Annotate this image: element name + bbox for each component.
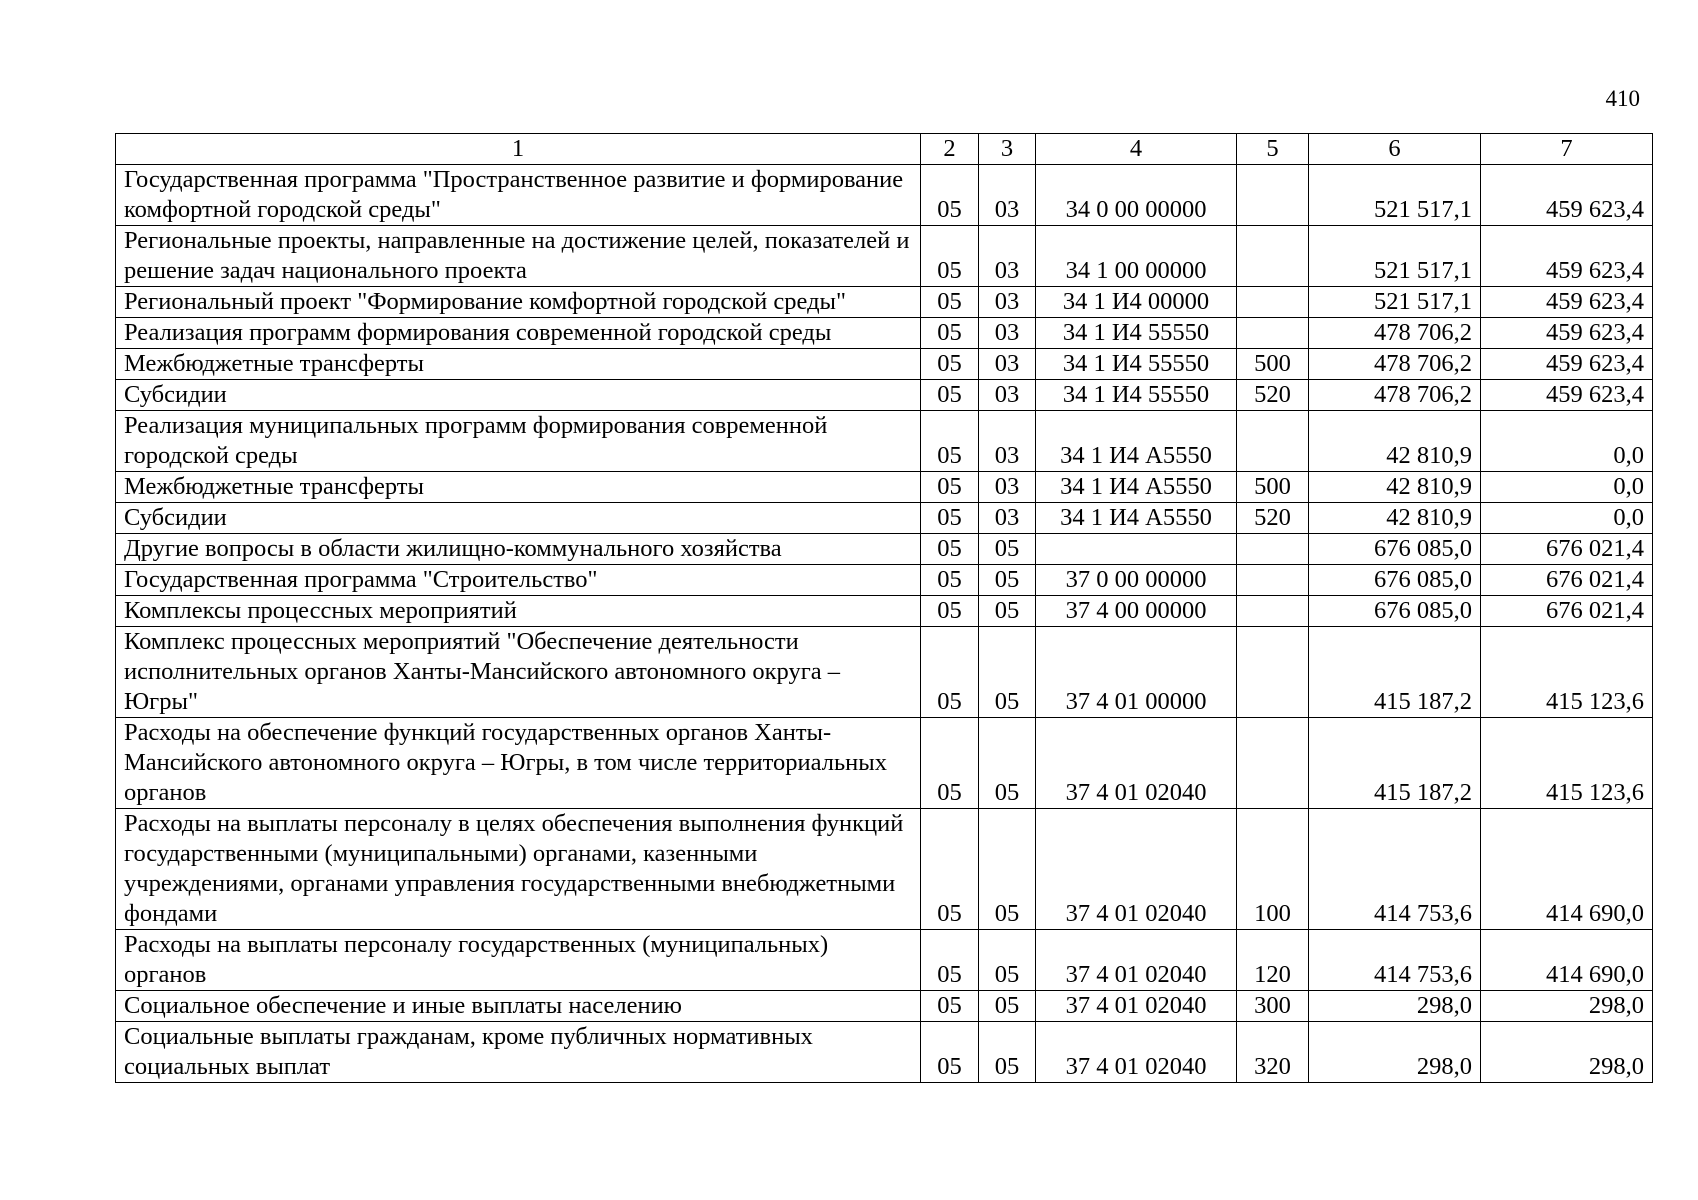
cell-v7: 0,0 bbox=[1481, 503, 1653, 534]
cell-v7: 459 623,4 bbox=[1481, 318, 1653, 349]
cell-sub: 05 bbox=[979, 809, 1036, 930]
cell-type bbox=[1237, 165, 1309, 226]
cell-name: Расходы на обеспечение функций государственных органов Ханты-Мансийского автономного округа – Югры, в том числе территориальных органов bbox=[116, 718, 921, 809]
cell-sub: 03 bbox=[979, 349, 1036, 380]
cell-target: 34 1 И4 А5550 bbox=[1036, 503, 1237, 534]
cell-name: Другие вопросы в области жилищно-коммунального хозяйства bbox=[116, 534, 921, 565]
table-row bbox=[116, 718, 1653, 809]
cell-type bbox=[1237, 565, 1309, 596]
cell-sec: 05 bbox=[921, 565, 979, 596]
cell-v6: 414 753,6 bbox=[1309, 809, 1481, 930]
cell-sec: 05 bbox=[921, 627, 979, 718]
cell-name: Расходы на выплаты персоналу в целях обеспечения выполнения функций государственными (муниципальными) органами, казенными учреждениями, органами управления государственными внебюджетными фондами bbox=[116, 809, 921, 930]
cell-target: 34 1 И4 55550 bbox=[1036, 380, 1237, 411]
cell-target: 34 1 И4 55550 bbox=[1036, 349, 1237, 380]
cell-name: Субсидии bbox=[116, 503, 921, 534]
cell-v6: 478 706,2 bbox=[1309, 318, 1481, 349]
cell-v7: 676 021,4 bbox=[1481, 534, 1653, 565]
cell-v7: 0,0 bbox=[1481, 472, 1653, 503]
cell-sec: 05 bbox=[921, 718, 979, 809]
cell-name: Государственная программа "Пространственное развитие и формирование комфортной городской среды" bbox=[116, 165, 921, 226]
cell-target: 34 1 И4 00000 bbox=[1036, 287, 1237, 318]
cell-v6: 676 085,0 bbox=[1309, 596, 1481, 627]
cell-target: 37 4 00 00000 bbox=[1036, 596, 1237, 627]
cell-v6: 414 753,6 bbox=[1309, 930, 1481, 991]
cell-sub: 03 bbox=[979, 318, 1036, 349]
cell-name: Межбюджетные трансферты bbox=[116, 349, 921, 380]
cell-sub: 03 bbox=[979, 380, 1036, 411]
cell-name: Комплекс процессных мероприятий "Обеспечение деятельности исполнительных органов Ханты-Мансийского автономного округа – Югры" bbox=[116, 627, 921, 718]
cell-v7: 414 690,0 bbox=[1481, 809, 1653, 930]
cell-name: Расходы на выплаты персоналу государственных (муниципальных) органов bbox=[116, 930, 921, 991]
cell-v7: 298,0 bbox=[1481, 991, 1653, 1022]
cell-sec: 05 bbox=[921, 226, 979, 287]
cell-sec: 05 bbox=[921, 930, 979, 991]
cell-v7: 459 623,4 bbox=[1481, 226, 1653, 287]
cell-name: Межбюджетные трансферты bbox=[116, 472, 921, 503]
cell-sub: 05 bbox=[979, 930, 1036, 991]
cell-sub: 05 bbox=[979, 596, 1036, 627]
cell-v7: 676 021,4 bbox=[1481, 596, 1653, 627]
table-row bbox=[116, 380, 1653, 411]
cell-v6: 415 187,2 bbox=[1309, 718, 1481, 809]
cell-type bbox=[1237, 627, 1309, 718]
cell-target bbox=[1036, 534, 1237, 565]
column-header-7: 7 bbox=[1481, 134, 1653, 165]
table-row bbox=[116, 165, 1653, 226]
cell-type: 500 bbox=[1237, 349, 1309, 380]
column-header-6: 6 bbox=[1309, 134, 1481, 165]
cell-sub: 05 bbox=[979, 718, 1036, 809]
cell-type: 520 bbox=[1237, 503, 1309, 534]
cell-type: 500 bbox=[1237, 472, 1309, 503]
cell-v7: 459 623,4 bbox=[1481, 380, 1653, 411]
table-row bbox=[116, 287, 1653, 318]
cell-type bbox=[1237, 411, 1309, 472]
cell-v7: 414 690,0 bbox=[1481, 930, 1653, 991]
table-row bbox=[116, 930, 1653, 991]
table-row bbox=[116, 627, 1653, 718]
cell-v7: 298,0 bbox=[1481, 1022, 1653, 1083]
cell-v6: 521 517,1 bbox=[1309, 165, 1481, 226]
cell-sub: 03 bbox=[979, 411, 1036, 472]
cell-sub: 05 bbox=[979, 627, 1036, 718]
cell-sub: 05 bbox=[979, 534, 1036, 565]
cell-v6: 298,0 bbox=[1309, 991, 1481, 1022]
table-row bbox=[116, 565, 1653, 596]
table-row bbox=[116, 991, 1653, 1022]
table-row bbox=[116, 472, 1653, 503]
cell-v6: 676 085,0 bbox=[1309, 534, 1481, 565]
cell-target: 37 4 01 02040 bbox=[1036, 718, 1237, 809]
cell-sec: 05 bbox=[921, 165, 979, 226]
page-number: 410 bbox=[1605, 86, 1640, 111]
cell-target: 34 1 И4 А5550 bbox=[1036, 411, 1237, 472]
table-row bbox=[116, 1022, 1653, 1083]
table-row bbox=[116, 809, 1653, 930]
cell-sec: 05 bbox=[921, 596, 979, 627]
cell-v6: 298,0 bbox=[1309, 1022, 1481, 1083]
cell-sub: 03 bbox=[979, 503, 1036, 534]
cell-sub: 05 bbox=[979, 1022, 1036, 1083]
budget-table bbox=[115, 133, 1653, 1083]
cell-sec: 05 bbox=[921, 380, 979, 411]
cell-name: Государственная программа "Строительство" bbox=[116, 565, 921, 596]
cell-sub: 05 bbox=[979, 991, 1036, 1022]
cell-v6: 478 706,2 bbox=[1309, 380, 1481, 411]
cell-target: 37 4 01 00000 bbox=[1036, 627, 1237, 718]
cell-type bbox=[1237, 318, 1309, 349]
column-header-4: 4 bbox=[1036, 134, 1237, 165]
cell-v7: 415 123,6 bbox=[1481, 718, 1653, 809]
cell-name: Региональные проекты, направленные на достижение целей, показателей и решение задач национального проекта bbox=[116, 226, 921, 287]
column-header-5: 5 bbox=[1237, 134, 1309, 165]
cell-type: 300 bbox=[1237, 991, 1309, 1022]
cell-sec: 05 bbox=[921, 1022, 979, 1083]
table-row bbox=[116, 318, 1653, 349]
cell-type bbox=[1237, 596, 1309, 627]
cell-target: 34 1 И4 55550 bbox=[1036, 318, 1237, 349]
cell-v7: 676 021,4 bbox=[1481, 565, 1653, 596]
table-row bbox=[116, 411, 1653, 472]
cell-v6: 42 810,9 bbox=[1309, 411, 1481, 472]
cell-type bbox=[1237, 287, 1309, 318]
cell-v6: 42 810,9 bbox=[1309, 503, 1481, 534]
cell-v6: 42 810,9 bbox=[1309, 472, 1481, 503]
table-row bbox=[116, 349, 1653, 380]
cell-target: 37 4 01 02040 bbox=[1036, 930, 1237, 991]
cell-target: 37 0 00 00000 bbox=[1036, 565, 1237, 596]
cell-sec: 05 bbox=[921, 991, 979, 1022]
cell-sub: 03 bbox=[979, 287, 1036, 318]
cell-v6: 478 706,2 bbox=[1309, 349, 1481, 380]
cell-name: Региональный проект "Формирование комфортной городской среды" bbox=[116, 287, 921, 318]
cell-v6: 521 517,1 bbox=[1309, 287, 1481, 318]
cell-sec: 05 bbox=[921, 318, 979, 349]
cell-sec: 05 bbox=[921, 287, 979, 318]
cell-type: 120 bbox=[1237, 930, 1309, 991]
cell-v7: 459 623,4 bbox=[1481, 349, 1653, 380]
cell-sec: 05 bbox=[921, 411, 979, 472]
cell-v7: 459 623,4 bbox=[1481, 287, 1653, 318]
table-row bbox=[116, 226, 1653, 287]
cell-type bbox=[1237, 226, 1309, 287]
cell-sub: 03 bbox=[979, 226, 1036, 287]
cell-target: 34 0 00 00000 bbox=[1036, 165, 1237, 226]
cell-v7: 459 623,4 bbox=[1481, 165, 1653, 226]
cell-sec: 05 bbox=[921, 472, 979, 503]
cell-sec: 05 bbox=[921, 809, 979, 930]
cell-name: Комплексы процессных мероприятий bbox=[116, 596, 921, 627]
cell-type: 100 bbox=[1237, 809, 1309, 930]
cell-sub: 05 bbox=[979, 565, 1036, 596]
cell-name: Социальное обеспечение и иные выплаты населению bbox=[116, 991, 921, 1022]
cell-sub: 03 bbox=[979, 472, 1036, 503]
cell-target: 37 4 01 02040 bbox=[1036, 1022, 1237, 1083]
cell-sec: 05 bbox=[921, 534, 979, 565]
cell-v6: 415 187,2 bbox=[1309, 627, 1481, 718]
cell-type bbox=[1237, 534, 1309, 565]
column-header-3: 3 bbox=[979, 134, 1036, 165]
table-row bbox=[116, 534, 1653, 565]
cell-v6: 521 517,1 bbox=[1309, 226, 1481, 287]
cell-type bbox=[1237, 718, 1309, 809]
cell-target: 37 4 01 02040 bbox=[1036, 809, 1237, 930]
cell-type: 520 bbox=[1237, 380, 1309, 411]
cell-sec: 05 bbox=[921, 349, 979, 380]
table-header-row bbox=[116, 134, 1653, 165]
cell-name: Социальные выплаты гражданам, кроме публичных нормативных социальных выплат bbox=[116, 1022, 921, 1083]
cell-sub: 03 bbox=[979, 165, 1036, 226]
cell-type: 320 bbox=[1237, 1022, 1309, 1083]
cell-name: Реализация программ формирования современной городской среды bbox=[116, 318, 921, 349]
cell-v7: 415 123,6 bbox=[1481, 627, 1653, 718]
cell-target: 34 1 И4 А5550 bbox=[1036, 472, 1237, 503]
column-header-1: 1 bbox=[116, 134, 921, 165]
cell-v6: 676 085,0 bbox=[1309, 565, 1481, 596]
column-header-2: 2 bbox=[921, 134, 979, 165]
cell-target: 37 4 01 02040 bbox=[1036, 991, 1237, 1022]
cell-target: 34 1 00 00000 bbox=[1036, 226, 1237, 287]
table-row bbox=[116, 596, 1653, 627]
cell-v7: 0,0 bbox=[1481, 411, 1653, 472]
cell-name: Реализация муниципальных программ формирования современной городской среды bbox=[116, 411, 921, 472]
table-row bbox=[116, 503, 1653, 534]
cell-sec: 05 bbox=[921, 503, 979, 534]
cell-name: Субсидии bbox=[116, 380, 921, 411]
